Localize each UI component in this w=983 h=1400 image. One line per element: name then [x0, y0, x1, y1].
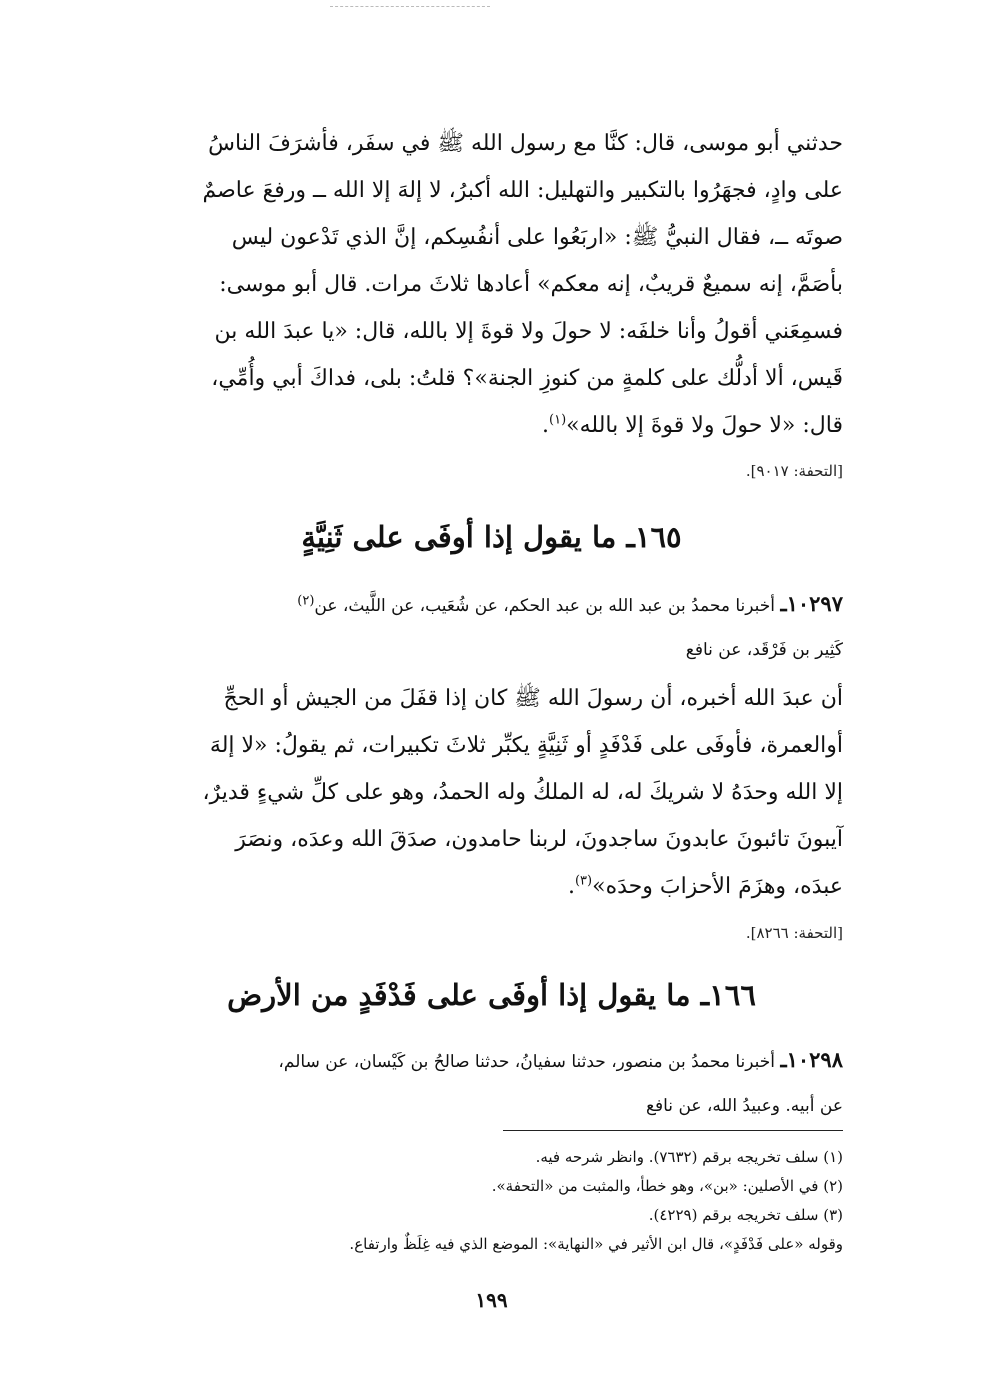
- text-line: قَيس، ألا أدلُّك على كلمةٍ من كنوزِ الجنة»؟ قلتُ: بلى، فداكَ أبي وأُمِّي،: [211, 366, 843, 391]
- text-line: عبدَه، وهزَمَ الأحزابَ وحدَه»: [592, 874, 843, 899]
- chain-text: كَثِير بن فَرْقَد، عن نافع: [685, 640, 843, 660]
- chain-text: أخبرنا محمدُ بن منصور، حدثنا سفيانُ، حدثنا صالحُ بن كَيْسان، عن سالم،: [278, 1052, 776, 1072]
- text-line: أن عبدَ الله أخبره، أن رسولَ الله ﷺ كان إذا قفَلَ من الجيش أو الحجِّ: [223, 686, 843, 711]
- text-line: أوالعمرة، فأوفَى على فَدْفَدٍ أو ثَنِيَّةٍ يكبِّر ثلاثَ تكبيرات، ثم يقولُ: «لا إلهَ: [209, 733, 843, 758]
- hadith-10297-header: [140, 582, 843, 672]
- footnote: (٣) سلف تخريجه برقم (٤٢٢٩).: [648, 1206, 843, 1224]
- chain-text: عن أبيه. وعبيدُ الله، عن نافع: [645, 1096, 843, 1116]
- hadith-10298-header: [140, 1038, 843, 1128]
- text-line: قال: «لا حولَ ولا قوةَ إلا بالله»: [566, 413, 843, 438]
- footnote: (١) سلف تخريجه برقم (٧٦٣٢). وانظر شرحه فيه.: [535, 1148, 843, 1166]
- hadith-chain-line: [140, 582, 843, 628]
- text-block-1: [140, 120, 843, 449]
- line-end: .: [567, 874, 575, 899]
- text-block-2: [140, 675, 843, 910]
- text-line: آيبونَ تائبونَ عابدونَ ساجدونَ، لربنا حامدون، صدَقَ الله وعدَه، ونصَرَ: [235, 827, 843, 852]
- footnote: وقوله «على فَدْفَدٍ»، قال ابن الأثير في «النهاية»: الموضع الذي فيه غِلَظٌ وارتفاع.: [349, 1235, 843, 1253]
- chapter-heading-166: ١٦٦ـ ما يقول إذا أوفَى على فَدْفَدٍ من الأرض: [227, 978, 756, 1012]
- text-line-last: [140, 402, 843, 449]
- tuhfa-reference: [التحفة: ٨٢٦٦].: [745, 924, 843, 942]
- chapter-heading-165: ١٦٥ـ ما يقول إذا أوفَى على ثَنِيَّةٍ: [301, 520, 682, 554]
- line-end: .: [542, 413, 550, 438]
- text-line-last: [140, 863, 843, 910]
- page-number: ١٩٩: [475, 1288, 508, 1312]
- footnote-marker: (١): [549, 412, 567, 428]
- footnote-marker: (٣): [574, 873, 593, 889]
- tuhfa-reference: [التحفة: ٩٠١٧].: [745, 462, 843, 480]
- footnote-divider: [503, 1130, 843, 1131]
- text-line: بأصَمَّ، إنه سميعٌ قريبٌ، إنه معكم» أعادها ثلاثَ مرات. قال أبو موسى:: [219, 272, 843, 297]
- hadith-number: ١٠٢٩٧ـ: [780, 591, 843, 616]
- hadith-number: ١٠٢٩٨ـ: [780, 1047, 843, 1072]
- chain-text: أخبرنا محمدُ بن عبد الله بن عبد الحكم، عن شُعَيب، عن اللَّيث، عن: [314, 596, 776, 616]
- text-line: على وادٍ، فجهَرُوا بالتكبير والتهليل: الله أكبرُ، لا إلهَ إلا الله ــ ورفعَ عاصمٌ: [202, 178, 843, 203]
- hadith-chain-line: [140, 1038, 843, 1084]
- footnotes: [140, 1143, 843, 1259]
- text-line: إلا الله وحدَهُ لا شريكَ له، له الملكُ وله الحمدُ، وهو على كلِّ شيءٍ قديرٌ،: [202, 780, 843, 805]
- text-line: فسمِعَني أقولُ وأنا خلفَه: لا حولَ ولا قوةَ إلا بالله، قال: «يا عبدَ الله بن: [214, 319, 843, 344]
- footnote-marker: (٢): [297, 593, 315, 609]
- footnote: (٢) في الأصلين: «بن»، وهو خطأ، والمثبت من «التحفة».: [491, 1177, 843, 1195]
- text-line: حدثني أبو موسى، قال: كنَّا مع رسول الله ﷺ في سفَر، فأشرَفَ الناسُ: [208, 131, 843, 156]
- text-line: صوتَه ــ، فقال النبيُّ ﷺ: «اربَعُوا على أنفُسِكم، إنَّ الذي تَدْعون ليس: [231, 225, 843, 250]
